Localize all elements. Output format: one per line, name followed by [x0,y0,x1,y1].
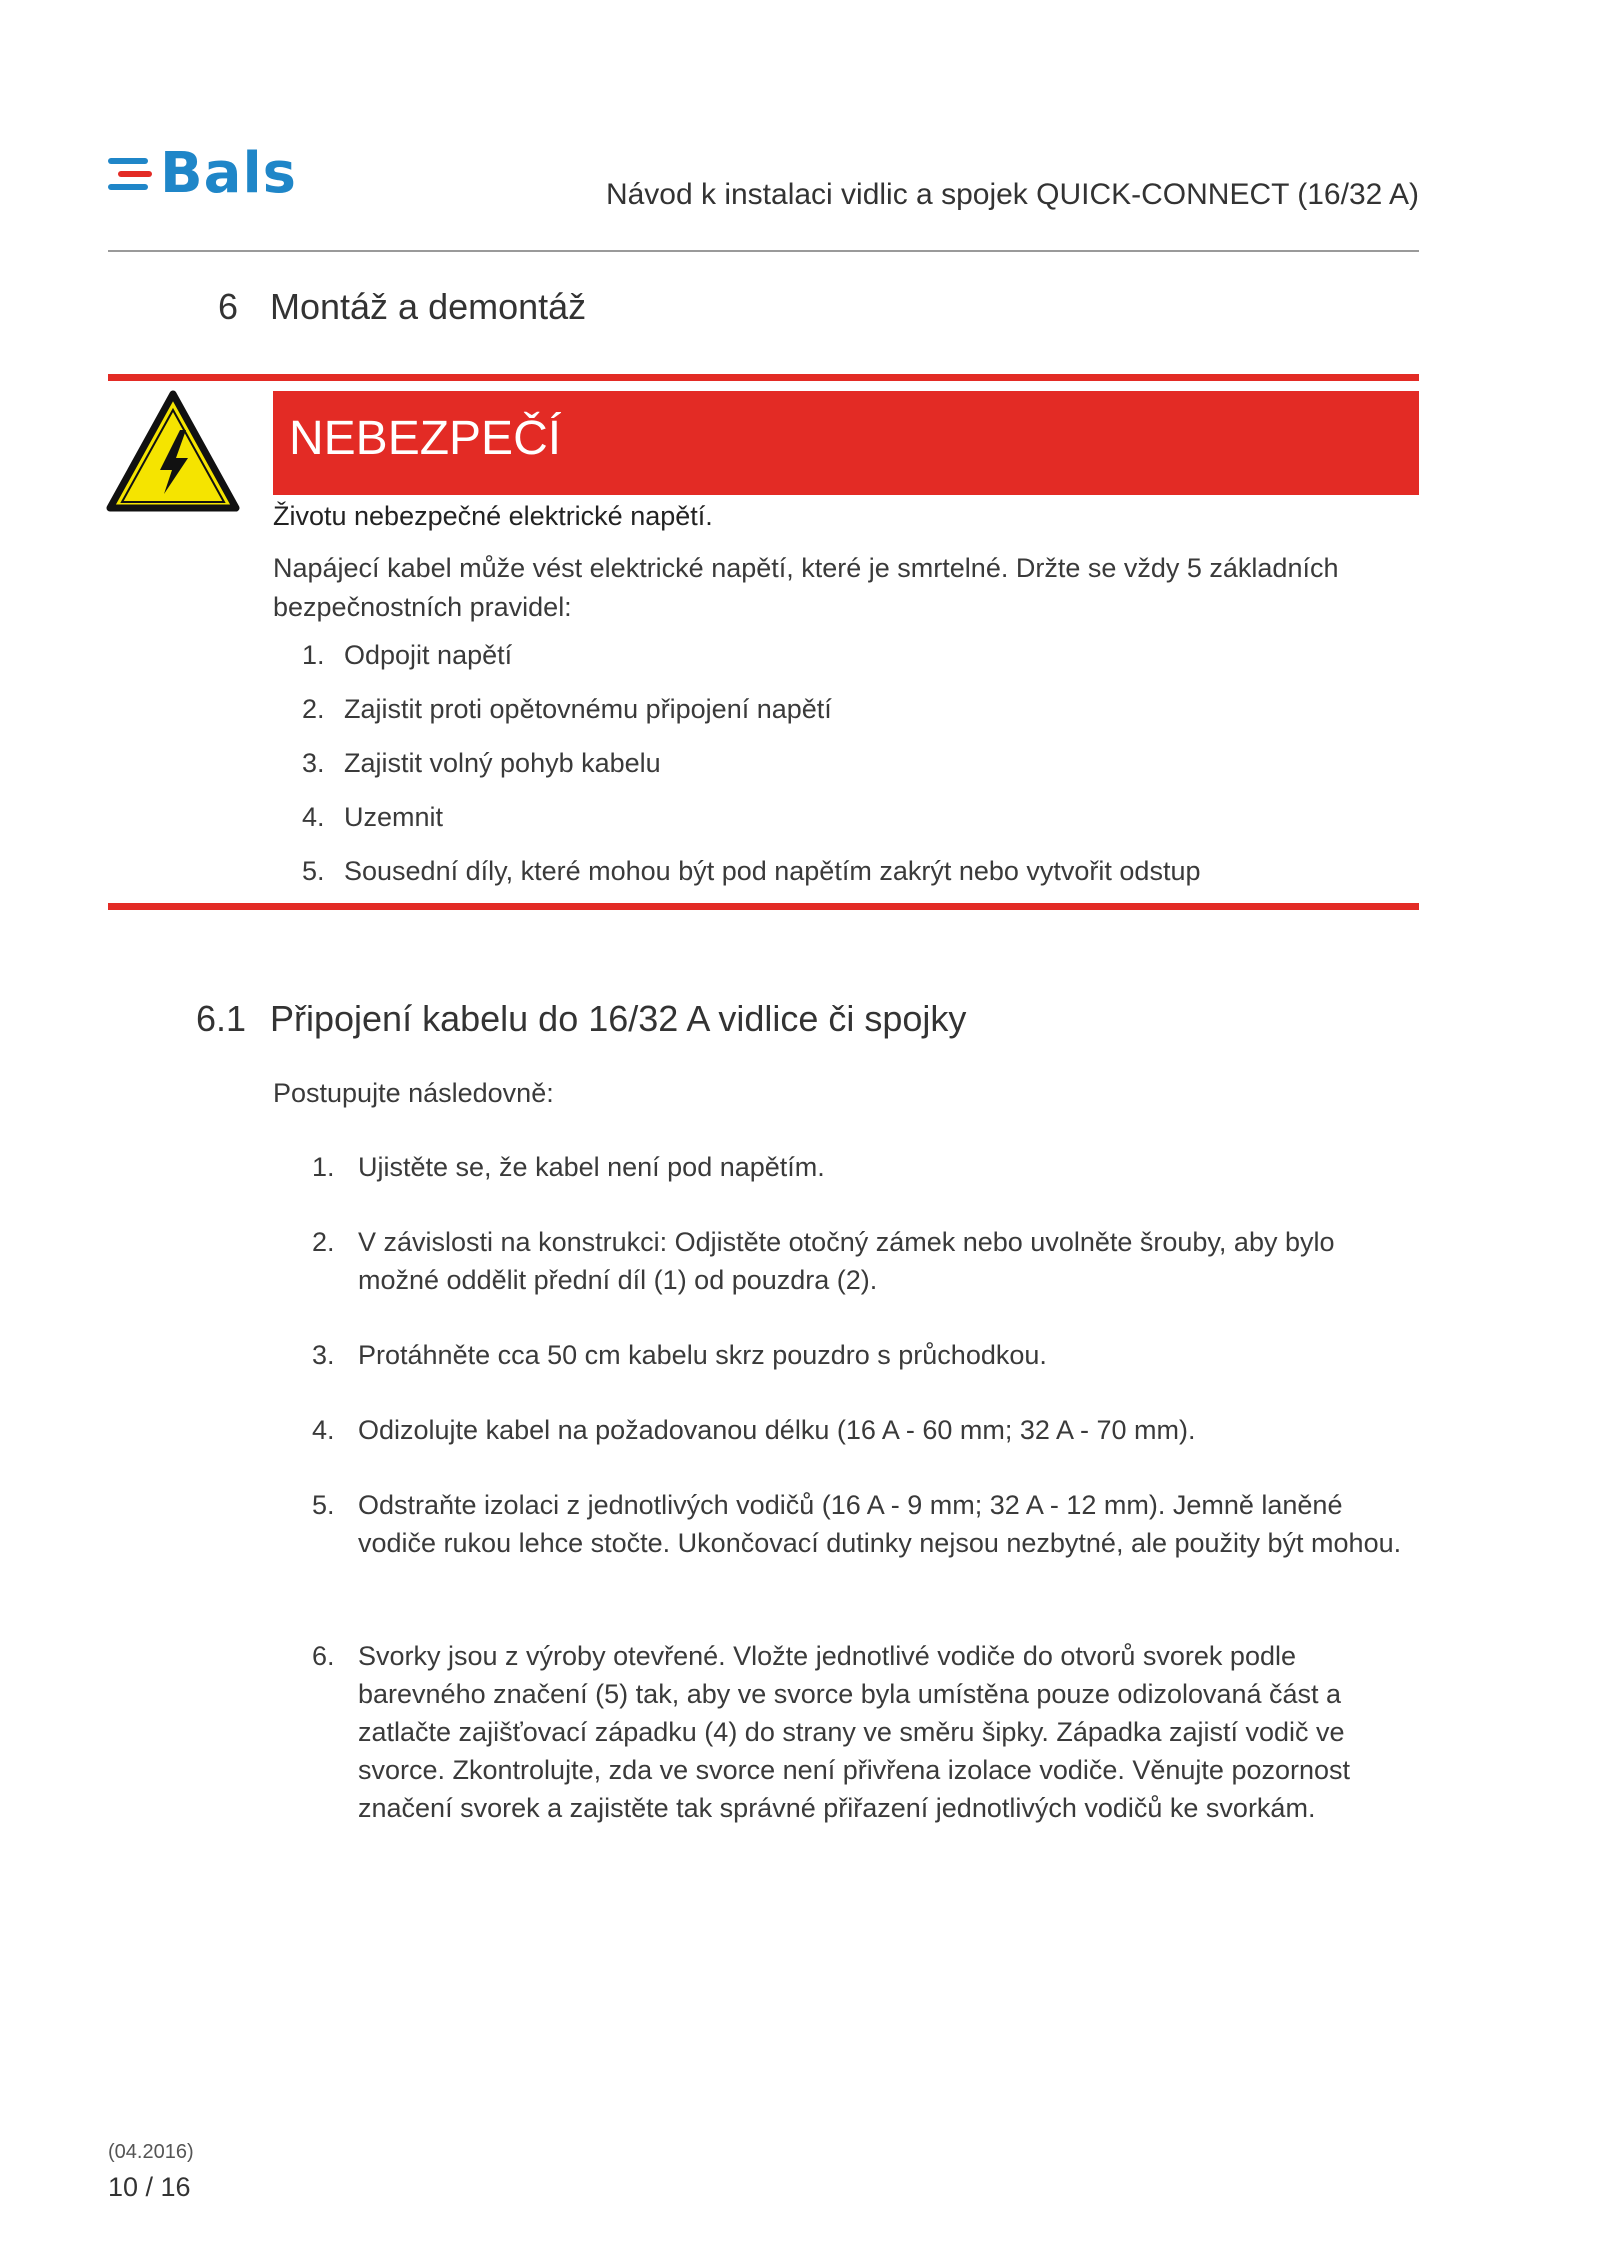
danger-banner [273,391,1419,495]
step-number: 6. [312,1641,335,1671]
section-6-heading [218,286,586,328]
list-number: 5. [302,856,325,886]
list-number: 2. [302,694,325,724]
bals-logo [108,141,297,206]
step-number: 4. [312,1415,335,1445]
document-title: Návod k instalaci vidlic a spojek QUICK-CONNECT (16/32 A) [605,178,1419,211]
procedure-intro: Postupujte následovně: [273,1078,554,1108]
procedure-step [312,1411,1422,1449]
electric-hazard-icon [106,390,240,512]
danger-top-rule [108,374,1419,381]
danger-bottom-rule [108,903,1419,910]
list-number: 3. [302,748,325,778]
page-number: 10 / 16 [108,2172,191,2202]
step-number: 3. [312,1340,335,1370]
bals-logo-text: Bals [160,141,297,206]
section-6-title: Montáž a demontáž [270,286,587,327]
section-6-number: 6 [218,286,239,327]
list-number: 4. [302,802,325,832]
step-text: V závislosti na konstrukci: Odjistěte otočný zámek nebo uvolněte šrouby, aby bylo možné oddělit přední díl (1) od pouzdra (2). [358,1227,1335,1295]
list-text: Uzemnit [344,802,444,832]
step-text: Svorky jsou z výroby otevřené. Vložte jednotlivé vodiče do otvorů svorek podle barevného značení (5) tak, aby ve svorce byla umístěna pouze odizolovaná část a zatlačte zajišťovací západku (4) do strany ve směru šipky. Západka zajistí vodič ve svorce. Zkontrolujte, zda ve svorce není přivřena izolace vodiče. Věnujte pozornost značení svorek a zajistěte tak správné přiřazení jednotlivých vodičů ke svorkám. [358,1641,1351,1823]
list-text: Sousední díly, které mohou být pod napětím zakrýt nebo vytvořit odstup [344,856,1201,886]
step-text: Odizolujte kabel na požadovanou délku (16 A - 60 mm; 32 A - 70 mm). [358,1415,1196,1445]
step-number: 5. [312,1490,335,1520]
procedure-step [312,1223,1422,1299]
bals-logo-mark-icon [108,154,156,194]
step-number: 1. [312,1152,335,1182]
list-text: Odpojit napětí [344,640,513,670]
danger-subtitle: Životu nebezpečné elektrické napětí. [273,501,713,531]
section-6-1-title: Připojení kabelu do 16/32 A vidlice či spojky [270,998,967,1039]
step-number: 2. [312,1227,335,1257]
danger-title: NEBEZPEČÍ [289,412,562,465]
procedure-step [312,1336,1422,1374]
step-text: Odstraňte izolaci z jednotlivých vodičů (16 A - 9 mm; 32 A - 12 mm). Jemně laněné vodiče rukou lehce stočte. Ukončovací dutinky nejsou nezbytné, ale použity být mohou. [358,1490,1402,1558]
procedure-step [312,1637,1422,1827]
step-text: Ujistěte se, že kabel není pod napětím. [358,1152,825,1182]
list-text: Zajistit volný pohyb kabelu [344,748,661,778]
danger-intro: Napájecí kabel může vést elektrické napětí, které je smrtelné. Držte se vždy 5 základních bezpečnostních pravidel: [273,553,1339,622]
step-text: Protáhněte cca 50 cm kabelu skrz pouzdro s průchodkou. [358,1340,1047,1370]
procedure-step [312,1148,1422,1186]
list-number: 1. [302,640,325,670]
header-divider [108,250,1419,252]
procedure-step [312,1486,1422,1562]
list-text: Zajistit proti opětovnému připojení napětí [344,694,832,724]
section-6-1-heading [196,998,966,1040]
section-6-1-number: 6.1 [196,998,247,1039]
footer-date: (04.2016) [108,2141,194,2163]
